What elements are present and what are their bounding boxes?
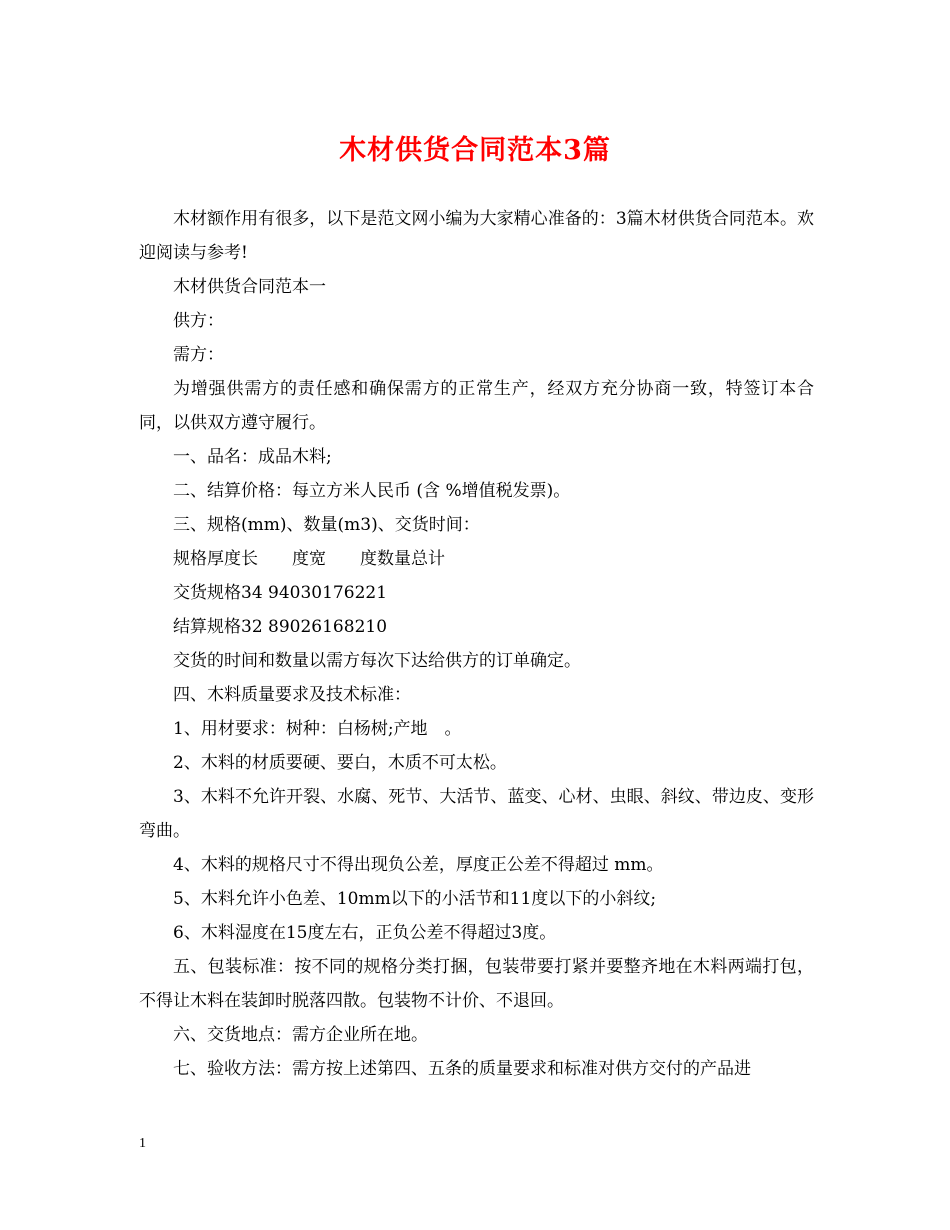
purpose-paragraph: 为增强供需方的责任感和确保需方的正常生产，经双方充分协商一致，特签订本合同，以供双方遵守履行。 [139,379,814,433]
clause-packaging: 五、包装标准：按不同的规格分类打捆，包装带要打紧并要整齐地在木料两端打包，不得让木料在装卸时脱落四散。包装物不计价、不退回。 [139,957,814,1011]
quality-item-3: 3、木料不允许开裂、水腐、死节、大活节、蓝变、心材、虫眼、斜纹、带边皮、变形弯曲。 [139,787,814,841]
section-heading: 木材供货合同范本一 [173,277,326,297]
quality-item-4: 4、木料的规格尺寸不得出现负公差，厚度正公差不得超过 mm。 [173,855,664,875]
clause-product-name: 一、品名：成品木料; [173,447,332,467]
quality-item-6: 6、木料湿度在15度左右，正负公差不得超过3度。 [173,923,557,943]
spec-delivery-row: 交货规格34 94030176221 [173,583,388,603]
clause-quality-heading: 四、木料质量要求及技术标准： [173,685,411,705]
clause-price: 二、结算价格：每立方米人民币 (含 %增值税发票)。 [173,481,571,501]
quality-item-2: 2、木料的材质要硬、要白，木质不可太松。 [173,753,507,773]
quality-item-1: 1、用材要求：树种：白杨树;产地 。 [173,719,462,739]
spec-settlement-row: 结算规格32 89026168210 [173,617,388,637]
quality-item-5: 5、木料允许小色差、10mm以下的小活节和11度以下的小斜纹; [173,889,657,909]
buyer-line: 需方： [173,345,224,365]
delivery-note: 交货的时间和数量以需方每次下达给供方的订单确定。 [173,651,581,671]
supplier-line: 供方： [173,311,224,331]
clause-delivery-place: 六、交货地点：需方企业所在地。 [173,1025,428,1045]
spec-header-row: 规格厚度长 度宽 度数量总计 [173,549,445,569]
document-body [139,202,814,1086]
document-title: 木材供货合同范本3篇 [339,135,611,166]
clause-acceptance: 七、验收方法：需方按上述第四、五条的质量要求和标准对供方交付的产品进 [173,1059,751,1079]
page-number: 1 [139,1136,146,1151]
clause-spec-heading: 三、规格(mm)、数量(m3)、交货时间： [173,515,480,535]
intro-paragraph: 木材额作用有很多，以下是范文网小编为大家精心准备的：3篇木材供货合同范本。欢迎阅读与参考! [139,209,814,263]
